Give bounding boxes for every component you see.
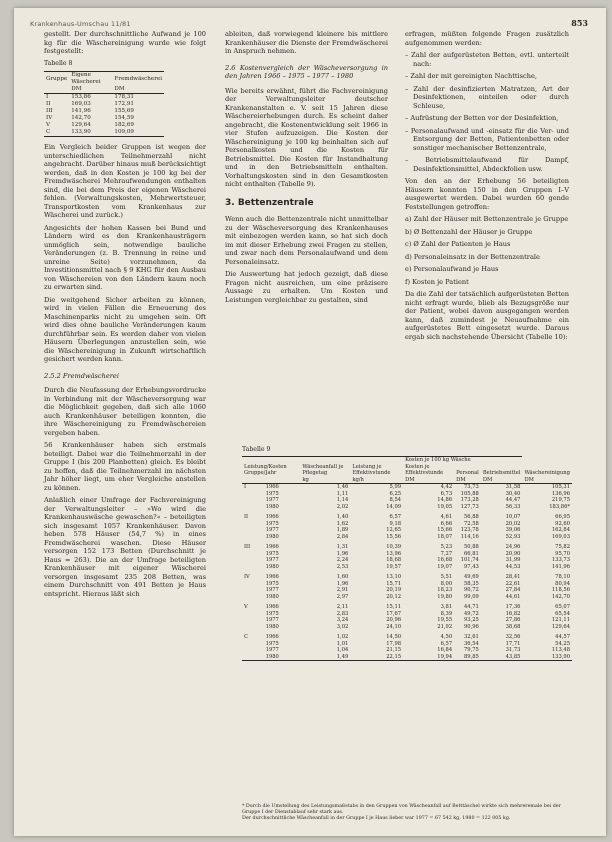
table-8-cell-group: IV xyxy=(46,115,53,121)
table-9-cell: 90,96 xyxy=(463,623,479,630)
table-9-cell: 118,56 xyxy=(551,587,570,593)
table-8-cell-group: I xyxy=(46,94,49,100)
table-9-cell: 17,71 xyxy=(505,640,521,647)
table-9-cell: 17,67 xyxy=(386,610,402,617)
table-9-cell: 92,60 xyxy=(555,520,570,527)
paragraph: Angesichts der hohen Kassen bei Bund und Ländern wird es den Krankenhausträgern unmöglich sein, notwendige bauliche Veränderungen (z. B. Trennung in reine und unreine Seite) vorzunehmen, da Investitionsmittel nach § 9 KHG für den Ausbau von Wäschereien von den Ländern kaum noch zu erwarten sind. xyxy=(44,223,206,291)
list-item: d) Personaleinsatz in der Bettenzentrale xyxy=(405,252,540,261)
subheading-kostenvergleich: 2.6 Kostenvergleich der Wäscheversorgung in den Jahren 1966 – 1975 – 1977 – 1980 xyxy=(225,63,388,80)
table-9-cell: 1,31 xyxy=(336,544,349,550)
section-heading: 3. Bettenzentrale xyxy=(225,197,314,208)
table-9-cell: 44,47 xyxy=(505,497,521,503)
table-9-body xyxy=(242,484,572,661)
table-9-cell: 2,11 xyxy=(336,604,349,610)
table-9-cell: 19,57 xyxy=(386,563,402,570)
table-9-cell: 50,88 xyxy=(463,544,479,550)
table-9-cell: 97,43 xyxy=(463,563,479,570)
table-9-row xyxy=(242,540,572,551)
table-9-cell: 19,07 xyxy=(437,563,453,570)
table-9-cell: 13,10 xyxy=(386,574,402,580)
list-item: e) Personalaufwand je Haus xyxy=(405,265,499,273)
table-9-cell: 113,48 xyxy=(551,647,570,653)
table-9-year: 1975 xyxy=(265,520,279,527)
table-9-cell: 1,01 xyxy=(336,640,349,647)
table-9-cell: 56,88 xyxy=(463,514,479,520)
paragraph: ableiten, daß vorwiegend kleinere bis mittlere Krankenhäuser die Dienste der Fremdwäscherei in Anspruch nehmen. xyxy=(225,30,388,55)
table-9-unit: DM xyxy=(481,477,523,484)
table-9-cell: 14,86 xyxy=(437,497,453,503)
paragraph: Wenn auch die Bettenzentrale nicht unmittelbar zu der Wäscheversorgung des Krankenhauses mit einbezogen werden kann, so hat sich doch im mit dieser Erhebung zwei Fragen zu stellen, und zwar nach dem Personalaufwand und dem Personaleinsatz. xyxy=(225,215,388,266)
table-9-year: 1975 xyxy=(265,610,279,617)
paragraph: Ein Vergleich beider Gruppen ist wegen der unterschiedlichen Teilnehmerzahl nicht angebracht. Darüber hinaus muß berücksichtigt werden, daß in den Kosten je 100 kg bei der Fremdwäscherei Mehraufwendungen enthalten sind, die bei dem Preis der eigenen Wäscherei fehlen. (Verwaltungskosten, Mehrwertsteuer, Transportkosten vom Krankenhaus zur Wäscherei und zurück.) xyxy=(44,143,206,219)
table-9-cell: 2,24 xyxy=(336,557,349,563)
table-9-cell: 31,73 xyxy=(505,647,521,653)
table-9-footnote: * Durch die Umstellung des Leistungsmaßstabs in den Gruppen von Wäscheanfall auf Betttäschel wirkte sich mehreremale bei der Gruppe I der Dienstablauf sehr stark aus. xyxy=(242,804,561,815)
table-9-cell: 66,81 xyxy=(463,550,479,557)
table-8-row xyxy=(44,94,164,102)
table-9-cell: 9,18 xyxy=(389,520,402,527)
table-9-cell: 58,35 xyxy=(463,580,479,587)
table-9-cell: 15,66 xyxy=(437,527,453,533)
table-8-caption: Tabelle 8 xyxy=(44,59,73,67)
table-9-group-label: I xyxy=(244,484,247,490)
table-9-header: Betriebsmittel xyxy=(482,470,521,476)
table-8-header-own: Eigene Wäscherei xyxy=(69,72,112,87)
table-9-cell: 49,69 xyxy=(463,574,479,580)
table-9-cell: 219,75 xyxy=(551,497,570,503)
table-9-cell: 93,25 xyxy=(463,617,479,623)
table-9-cell: 21,92 xyxy=(437,623,453,630)
list-item: b) Ø Bettenzahl der Häuser je Gruppe xyxy=(405,227,533,236)
list-item: – Zahl der mit gereinigten Nachttische, xyxy=(405,72,537,80)
table-9-cell: 72,58 xyxy=(463,520,479,527)
paragraph: erfragen, müßten folgende Fragen zusätzlich aufgenommen werden: xyxy=(405,30,569,47)
table-8-cell-external: 154,59 xyxy=(114,115,134,121)
table-9-unit: kg/h xyxy=(350,477,403,484)
table-9-cell: 44,61 xyxy=(505,593,521,600)
paragraph: Wie bereits erwähnt, führt die Fachvereinigung der Verwaltungsleiter deutscher Krankenanstalten e. V. seit 15 Jahren diese Wäschereierhebungen durch. Es scheint daher angebracht, die Kostenentwicklung seit 1966 in vier Stufen aufzuzeigen. Die Kosten der Wäschereinigung je 100 kg beinhalten sich auf Personalkosten und die Kosten für Betriebsmittel. Die Kosten für Instandhaltung und in den Betriebsmitteln enthalten. Vorhaltungskosten sind in den Gesamtkosten nicht enthalten (Tabelle 9). xyxy=(225,86,388,188)
table-8-unit-own: DM xyxy=(69,86,112,94)
table-9-group-label: C xyxy=(244,634,248,640)
table-9-cell: 105,88 xyxy=(460,490,479,497)
table-9-year: 1975 xyxy=(265,550,279,557)
table-9-year: 1966 xyxy=(265,604,279,610)
table-8-row xyxy=(44,108,164,115)
table-9-cell: 142,70 xyxy=(551,593,570,600)
table-9-year: 1966 xyxy=(265,544,279,550)
table-9-cell: 16,84 xyxy=(437,647,453,653)
table-9-cell: 1,14 xyxy=(336,497,349,503)
table-9-cell: 24,96 xyxy=(505,544,521,550)
table-9-group-label: II xyxy=(244,514,249,520)
table-9-row xyxy=(242,600,572,611)
table-9-year: 1975 xyxy=(265,490,279,497)
list-item: – Betriebsmittelaufwand für Dampf, Desinfektionsmittel, Abdeckfolien usw. xyxy=(405,156,569,173)
table-9-cell: 3,81 xyxy=(440,604,453,610)
table-8-cell-own: 129,64 xyxy=(71,122,91,128)
paragraph: 56 Krankenhäuser haben sich erstmals beteiligt. Dabei war die Teilnehmerzahl in der Gruppe I (bis 200 Planbetten) gleich. Es bleibt zu hoffen, daß die Teilnehmerzahl im nächsten Jahr höher liegt, um eher Vergleiche anstellen zu können. xyxy=(44,441,206,492)
table-9-cell: 20,90 xyxy=(505,550,521,557)
table-9-cell: 121,11 xyxy=(551,617,570,623)
table-9-cell: 73,73 xyxy=(463,484,479,490)
table-9-caption: Tabelle 9 xyxy=(242,446,271,453)
table-9-cell: 3,02 xyxy=(336,623,349,630)
table-8-cell-own: 153,86 xyxy=(71,94,91,100)
table-9-cell: 15,11 xyxy=(386,604,402,610)
table-9-cell: 89,85 xyxy=(454,654,481,661)
table-9-unit: DM xyxy=(403,477,454,484)
table-9-cell: 16,82 xyxy=(505,610,521,617)
paragraph: Die weitgehend Sicher arbeiten zu können, wird in vielen Fällen die Erneuerung des Maschinenparks nicht zu umgehen sein. Oft wird dies ohne bauliche Veränderungen kaum durchführbar sein. Es werden daher von vielen Häusern Überlegungen anzustellen sein, wie die Wäschereinigung in Zukunft wirtschaftlich gesichert werden kann. xyxy=(44,295,206,363)
table-9-cell: 17,36 xyxy=(505,604,521,610)
table-9-year: 1977 xyxy=(265,527,279,533)
table-9-year: 1977 xyxy=(265,617,279,623)
table-9-year: 1966 xyxy=(265,574,279,580)
table-9-cell: 27,84 xyxy=(505,587,521,593)
table-9-block xyxy=(242,442,572,661)
table-9-cell: 32,61 xyxy=(463,634,479,640)
table-8-cell-group: V xyxy=(46,122,51,128)
table-8-cell-group: III xyxy=(46,108,53,114)
bullet-list xyxy=(405,51,569,173)
table-9-cell: 90,72 xyxy=(463,587,479,593)
document-page xyxy=(14,8,606,836)
table-8-row xyxy=(44,122,164,129)
table-9-cell: 18,23 xyxy=(437,587,453,593)
table-9-cell: 1,02 xyxy=(336,634,349,640)
table-8-body xyxy=(44,94,164,137)
table-9-cell: 7,27 xyxy=(440,550,453,557)
table-9-row xyxy=(242,510,572,521)
table-9-year: 1977 xyxy=(265,647,279,653)
list-item: – Zahl der desinfizierten Matratzen, Art der Desinfektionen, einteilen oder durch Schleuse, xyxy=(405,84,569,110)
table-8-cell-group: C xyxy=(44,129,69,137)
table-9-cell: 28,41 xyxy=(505,574,521,580)
table-9-cell: 1,04 xyxy=(336,647,349,653)
table-9-cell: 5,51 xyxy=(440,574,453,580)
table-9-cell: 99,09 xyxy=(463,593,479,600)
table-9-cell: 1,60 xyxy=(336,574,349,580)
table-9-cell: 2,53 xyxy=(336,563,349,570)
table-9-cell: 141,96 xyxy=(551,563,570,570)
table-9-cell: 2,91 xyxy=(336,587,349,593)
table-9-cell: 20,12 xyxy=(386,593,402,600)
table-9-cell: 43,85 xyxy=(481,654,523,661)
table-8-cell-external: 182,69 xyxy=(114,122,134,128)
table-9-cell: 78,10 xyxy=(555,574,570,580)
table-9-year: 1966 xyxy=(265,484,279,490)
table-9-unit: kg xyxy=(300,477,350,484)
table-9-cell: 105,31 xyxy=(551,484,570,490)
table-9-cell: 5,99 xyxy=(389,484,402,490)
page-number: 853 xyxy=(571,18,588,28)
table-9-cell: 22,61 xyxy=(505,580,521,587)
table-8-cell-own: 141,96 xyxy=(71,108,91,114)
table-9-cell: 10,07 xyxy=(505,514,521,520)
table-9-cell: 65,54 xyxy=(555,610,570,617)
table-9-cell: 75,82 xyxy=(555,544,570,550)
table-9-cell: 136,96 xyxy=(551,490,570,497)
table-9-header: Kosten je Effektivstunde xyxy=(405,463,444,476)
table-9-cell: 52,93 xyxy=(505,533,521,540)
table-9-cell: 123,78 xyxy=(460,527,479,533)
table-9-row xyxy=(242,630,572,641)
table-9-footnote: Der durchschnittliche Wäscheanfall in der Gruppe I je Haus lieber war 1977 = 67 542 kg, 1980 = 122 005 kg. xyxy=(242,816,511,821)
table-9 xyxy=(242,456,572,661)
table-9-cell: 6,73 xyxy=(440,490,453,497)
table-8-cell-group: II xyxy=(46,101,51,107)
table-9-year: 1966 xyxy=(265,634,279,640)
table-9-cell: 1,11 xyxy=(336,490,349,497)
table-9-cell: 39,06 xyxy=(505,527,521,533)
table-9-year: 1975 xyxy=(265,640,279,647)
table-8-unit-external: DM xyxy=(112,86,164,94)
table-9-cell: 17,98 xyxy=(386,640,402,647)
table-9-cell: 8,39 xyxy=(440,610,453,617)
table-9-cell: 6,66 xyxy=(440,520,453,527)
table-9-cell: 2,83 xyxy=(336,610,349,617)
table-9-cell: 4,61 xyxy=(440,514,453,520)
table-9-year: 1980 xyxy=(265,593,279,600)
table-9-cell: 31,58 xyxy=(505,484,521,490)
text-column-left xyxy=(44,30,206,598)
text-column-right xyxy=(405,30,569,341)
table-9-year: 1980 xyxy=(265,623,279,630)
table-9-cell: 4,50 xyxy=(440,634,453,640)
table-9-row xyxy=(242,654,572,661)
table-9-cell: 3,24 xyxy=(336,617,349,623)
paragraph: Da die Zahl der tatsächlich aufgerüsteten Betten nicht erfragt wurde, blieb als Bezugsgröße nur der Patient, wobei davon ausgegangen werden kann, daß zumindest je Neuaufnahme ein aufgerüstetes Bett eingesetzt wurde. Daraus ergab sich nachstehende Übersicht (Tabelle 10): xyxy=(405,290,569,341)
table-8-header-group: Gruppe xyxy=(44,72,69,87)
table-9-group-label: IV xyxy=(244,574,250,580)
table-9-cell: 2,02 xyxy=(336,503,349,510)
table-9-cell: 20,96 xyxy=(386,617,402,623)
table-9-cell: 129,64 xyxy=(551,623,570,630)
table-8 xyxy=(44,71,164,137)
paragraph: gestellt. Der durchschnittliche Aufwand je 100 kg für die Wäschereinigung wurde wie folgt festgestellt: xyxy=(44,30,206,55)
table-9-cell: 18,07 xyxy=(437,533,453,540)
table-9-cell: 36,54 xyxy=(463,640,479,647)
table-8-header-external: Fremdwäscherei xyxy=(112,72,164,87)
list-item: a) Zahl der Häuser mit Bettenzentrale je Gruppe xyxy=(405,215,569,223)
table-8-cell-external: 178,31 xyxy=(114,94,134,100)
table-9-cell: 27,86 xyxy=(505,617,521,623)
table-9-unit: DM xyxy=(454,477,481,484)
table-9-cell: 80,94 xyxy=(555,580,570,587)
table-8-row xyxy=(44,101,164,108)
lettered-list xyxy=(405,215,569,286)
table-9-header: Leistung/Kosten Gruppe/Jahr xyxy=(244,463,287,476)
table-9-cell: 4,42 xyxy=(440,484,453,490)
table-9-cell: 1,49 xyxy=(300,654,350,661)
table-9-cell: 133,73 xyxy=(551,557,570,563)
table-9-cost-header: Kosten je 100 kg Wäsche xyxy=(403,457,522,464)
table-9-cell: 44,53 xyxy=(505,563,521,570)
table-9-footnotes xyxy=(242,804,572,822)
table-9-cell: 19,55 xyxy=(437,617,453,623)
table-9-cell: 6,57 xyxy=(389,514,402,520)
table-9-cell: 18,68 xyxy=(386,557,402,563)
table-9-cell: 1,40 xyxy=(336,514,349,520)
text-column-middle xyxy=(225,30,388,304)
table-9-cell: 183,86* xyxy=(549,503,570,510)
table-9-cell: 8,54 xyxy=(389,497,402,503)
table-9-header: Personal xyxy=(456,470,479,476)
list-item: – Zahl der aufgerüsteten Betten, evtl. unterteilt nach: xyxy=(405,51,569,68)
table-9-year: 1980 xyxy=(265,533,279,540)
table-9-cell: 13,96 xyxy=(386,550,402,557)
table-9-cell: 65,07 xyxy=(555,604,570,610)
table-9-cell: 2,84 xyxy=(336,533,349,540)
paragraph: Anlaßlich einer Umfrage der Fachvereinigung der Verwaltungsleiter – »Wo wird die Krankenhauswäsche gewaschen?« – beteiligten sich insgesamt 1057 Krankenhäuser. Davon heben 578 Häuser (54,7 %) in eines Fremdwäscherei waschen. Diese Häuser versorgen 152 173 Betten (Durchschnitt je Haus = 263). Die an der Umfrage beteiligten Krankenhäuser mit eigener Wäscherei versorgen insgesamt 235 208 Betten, was einem Durchschnitt von 491 Betten je Haus entspricht. Hieraus läßt sich xyxy=(44,496,206,598)
table-9-year: 1966 xyxy=(265,514,279,520)
table-9-cell: 19,05 xyxy=(437,503,453,510)
table-9-cell: 38,68 xyxy=(505,623,521,630)
table-9-cell: 101,74 xyxy=(460,557,479,563)
table-9-header: Wäscheanfall je Pflegetag xyxy=(302,463,344,476)
table-9-cell: 16,68 xyxy=(437,557,453,563)
table-9-cell: 173,28 xyxy=(460,497,479,503)
table-9-group-label: III xyxy=(244,544,251,550)
subheading-fremdwaescherei: 2.5.2 Fremdwäscherei xyxy=(44,371,119,380)
table-9-year: 1975 xyxy=(265,580,279,587)
paragraph: Durch die Neufassung der Erhebungsvordrucke in Verbindung mit der Wäscheversorgung war die Möglichkeit gegeben, daß sich alle 1060 auch Krankenhäuser beteiligen konnten, die ihre Wäschereinigung zu Fremdwäschereien vergeben haben. xyxy=(44,386,206,437)
table-9-cell: 15,56 xyxy=(386,533,402,540)
table-8-row xyxy=(44,115,164,122)
table-9-cell: 66,95 xyxy=(555,514,570,520)
table-9-cell: 127,73 xyxy=(460,503,479,510)
table-9-cell: 20,02 xyxy=(505,520,521,527)
table-9-group-label xyxy=(242,654,264,661)
table-9-cell: 6,25 xyxy=(389,490,402,497)
table-9-cell: 20,19 xyxy=(386,587,402,593)
table-9-cell: 1,96 xyxy=(336,550,349,557)
table-9-cell: 56,33 xyxy=(505,503,521,510)
table-9-cell: 15,71 xyxy=(386,580,402,587)
table-9-cell: 44,57 xyxy=(555,634,570,640)
table-9-cell: 24,10 xyxy=(386,623,402,630)
table-9-cell: 19,94 xyxy=(403,654,454,661)
table-9-cell: 2,97 xyxy=(336,593,349,600)
table-9-cell: 8,00 xyxy=(440,580,453,587)
table-9-cell: 6,57 xyxy=(440,640,453,647)
table-8-cell-external: 109,09 xyxy=(112,129,164,137)
table-9-cell: 49,72 xyxy=(463,610,479,617)
table-9-header: Wäschereinigung xyxy=(524,470,570,476)
table-9-cell: 95,70 xyxy=(555,550,570,557)
table-9-cell: 79,75 xyxy=(463,647,479,653)
table-9-group-label: V xyxy=(244,604,248,610)
list-item: c) Ø Zahl der Patienten je Haus xyxy=(405,240,511,248)
table-9-cell: 14,09 xyxy=(386,503,402,510)
table-9-cell: 133,90 xyxy=(522,654,572,661)
list-item: – Aufrüstung der Betten vor der Desinfektion, xyxy=(405,114,559,122)
list-item: – Personalaufwand und -einsatz für die Ver- und Entsorgung der Betten, Patientenbetten oder sonstiger mechanischer Bettenzentrale, xyxy=(405,126,569,152)
table-9-row xyxy=(242,484,572,491)
table-9-cell: 32,56 xyxy=(505,634,521,640)
table-9-cell: 19,80 xyxy=(437,593,453,600)
table-9-year: 1977 xyxy=(265,497,279,503)
table-9-cell: 1,89 xyxy=(336,527,349,533)
running-head: Krankenhaus-Umschau 11/81 xyxy=(30,20,131,28)
table-9-cell: 169,03 xyxy=(551,533,570,540)
table-9-cell: 22,15 xyxy=(350,654,403,661)
table-9-year: 1980 xyxy=(264,654,301,661)
paragraph: Von den an der Erhebung 56 beteiligten Häusern konnten 150 in den Gruppen I–V ausgewertet werden. Dabei wurden 60 gende Feststellungen getroffen: xyxy=(405,177,569,211)
table-9-cell: 10,39 xyxy=(386,544,402,550)
table-9-cell: 44,71 xyxy=(463,604,479,610)
table-9-cell: 31,99 xyxy=(505,557,521,563)
table-9-cell: 162,84 xyxy=(551,527,570,533)
table-9-header: Leistung je Effektivstunde xyxy=(352,463,391,476)
table-9-cell: 1,62 xyxy=(336,520,349,527)
table-9-cell: 12,65 xyxy=(386,527,402,533)
table-8-cell-external: 172,91 xyxy=(114,101,134,107)
table-8-cell-own: 133,90 xyxy=(69,129,112,137)
table-8-cell-own: 142,70 xyxy=(71,115,91,121)
table-9-year: 1977 xyxy=(265,587,279,593)
list-item: f) Kosten je Patient xyxy=(405,277,469,286)
table-9-year: 1980 xyxy=(265,503,279,510)
table-8-cell-external: 155,69 xyxy=(114,108,134,114)
table-9-year: 1980 xyxy=(265,563,279,570)
table-9-year: 1977 xyxy=(265,557,279,563)
table-9-cell: 14,50 xyxy=(386,634,402,640)
table-9-cell: 30,40 xyxy=(505,490,521,497)
table-9-row xyxy=(242,570,572,581)
table-9-cell: 21,15 xyxy=(386,647,402,653)
table-9-cell: 1,46 xyxy=(336,484,349,490)
table-9-unit: DM xyxy=(522,477,572,484)
paragraph: Die Auswertung hat jedoch gezeigt, daß diese Fragen nicht ausreichen, um eine präzisere Aussage zu erhalten. Um Kosten und Leistungen vergleichbar zu gestalten, sind xyxy=(225,270,388,304)
table-9-cell: 114,16 xyxy=(460,533,479,540)
table-9-cell: 1,96 xyxy=(336,580,349,587)
table-9-cell: 5,23 xyxy=(440,544,453,550)
table-8-cell-own: 169,03 xyxy=(71,101,91,107)
table-8-row xyxy=(44,129,164,137)
table-9-cell: 54,25 xyxy=(555,640,570,647)
